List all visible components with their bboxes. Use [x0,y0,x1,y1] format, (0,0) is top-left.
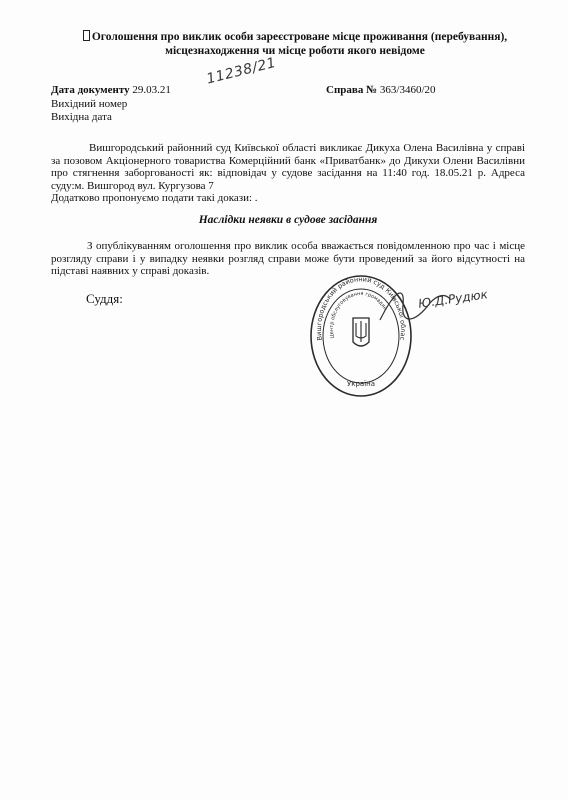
judge-label: Суддя: [86,291,123,306]
additional-evidence-line: Додатково пропонуємо подати такі докази: . [51,192,258,205]
date-value: 29.03.21 [132,84,171,96]
date-label: Дата документу [51,84,130,96]
handwritten-number: 11238/21 [205,54,278,88]
case-label: Справа № [326,84,378,96]
checkbox-glyph-icon [83,30,90,41]
signature-name: Ю.Д.Рудюк [417,287,489,311]
consequence-paragraph: З опублікуванням оголошення про виклик особа вважається повідомленною про час і місце розгляду справи і у випадку неявки розгляд справи може бути проведений за його відсутності на підставі наявних у справі доказів. [51,240,525,278]
case-number [326,84,436,98]
stamp-inner-text: Центр обслуговування громадян [328,290,389,339]
title-line-1: Оголошення про виклик особи зареєстроване місце проживання (перебування), [60,30,530,44]
summons-paragraph: Вишгородський районний суд Київської області викликає Дикуха Олена Василівна у справі за позовом Акціонерного товариства Комерційний банк «Приватбанк» до Дикухи Олени Василівни про стягнення заборгованості як: відповідач у судове засідання на 11:40 год. 18.05.21 р. Адреса суду:м. Вишгород вул. Кургузова 7 [51,142,525,192]
body-text [51,142,525,205]
document-meta [51,84,171,125]
section-title: Наслідки неявки в судове засідання [198,214,378,226]
title-line-2: місцезнаходження чи місце роботи якого невідоме [165,45,425,57]
document-title [60,30,530,58]
stamp-outer-text: Вишгородський районний суд Київської облас [314,275,408,341]
trident-emblem-icon [353,318,369,346]
date-row [51,84,171,98]
case-value: 363/3460/20 [379,84,436,96]
outgoing-number-label: Вихідний номер [51,97,128,110]
outgoing-date-label: Вихідна дата [51,111,112,123]
stamp-bottom-text: Україна [346,380,376,388]
